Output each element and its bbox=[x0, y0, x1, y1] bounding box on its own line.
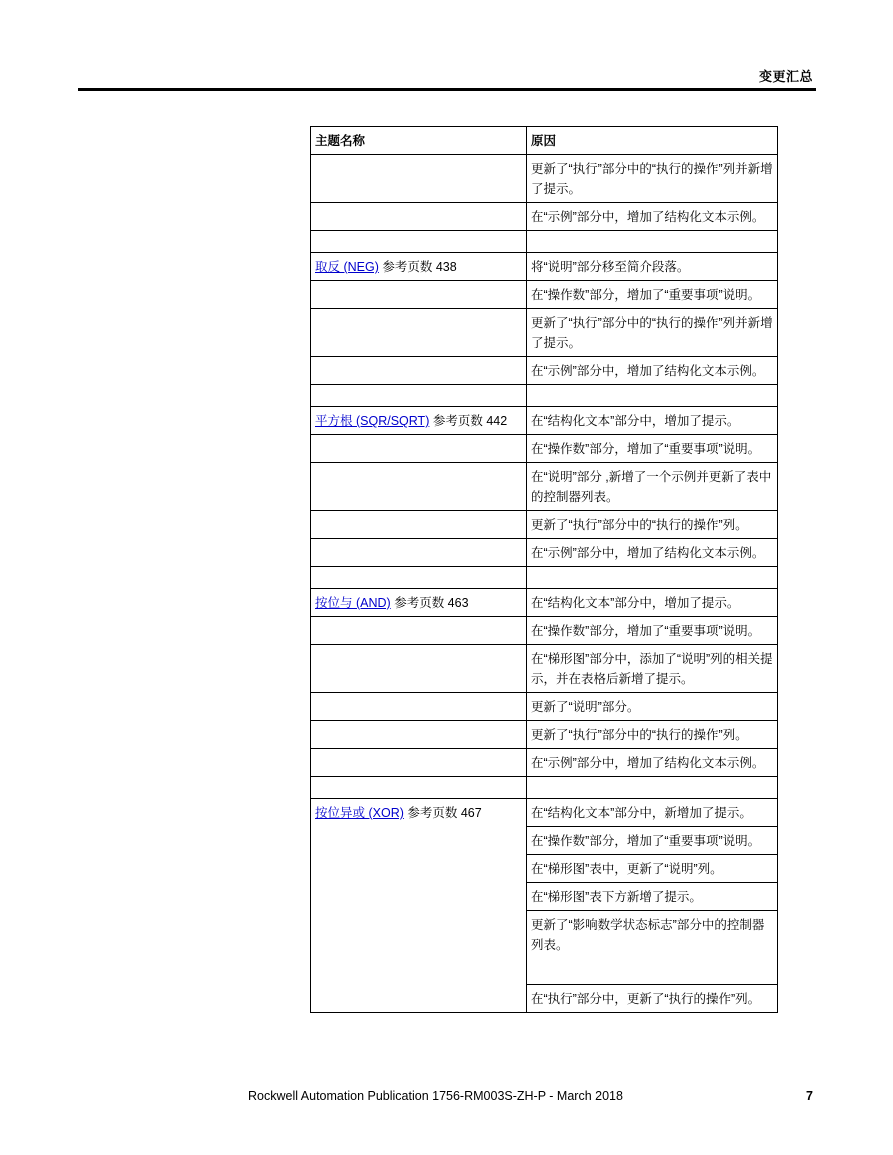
reason-cell: 在“操作数”部分，增加了“重要事项”说明。 bbox=[527, 617, 778, 645]
publication-footer: Rockwell Automation Publication 1756-RM003S-ZH-P - March 2018 bbox=[248, 1089, 623, 1103]
column-header-reason: 原因 bbox=[527, 127, 778, 155]
reason-cell: 更新了“执行”部分中的“执行的操作”列。 bbox=[527, 721, 778, 749]
topic-cell bbox=[311, 281, 527, 309]
table-row bbox=[311, 309, 778, 357]
table-header-row bbox=[311, 127, 778, 155]
table-spacer-cell bbox=[311, 385, 527, 407]
reason-cell: 在“操作数”部分，增加了“重要事项”说明。 bbox=[527, 827, 778, 855]
topic-cell bbox=[311, 693, 527, 721]
column-header-topic: 主题名称 bbox=[311, 127, 527, 155]
reason-cell: 在“示例”部分中，增加了结构化文本示例。 bbox=[527, 357, 778, 385]
topic-link[interactable]: 取反 (NEG) bbox=[315, 260, 379, 274]
table-row bbox=[311, 253, 778, 281]
topic-cell bbox=[311, 155, 527, 203]
topic-page-ref: 参考页数 467 bbox=[407, 806, 482, 820]
reason-cell: 更新了“执行”部分中的“执行的操作”列并新增了提示。 bbox=[527, 155, 778, 203]
table-spacer-cell bbox=[527, 777, 778, 799]
table-row bbox=[311, 407, 778, 435]
topic-cell bbox=[311, 645, 527, 693]
reason-cell: 在“执行”部分中，更新了“执行的操作”列。 bbox=[527, 985, 778, 1013]
table-row bbox=[311, 985, 778, 1013]
table-spacer-row bbox=[311, 777, 778, 799]
topic-cell bbox=[311, 589, 527, 617]
topic-cell bbox=[311, 309, 527, 357]
table-row bbox=[311, 799, 778, 827]
table-row bbox=[311, 721, 778, 749]
topic-cell bbox=[311, 539, 527, 567]
reason-cell: 在“示例”部分中，增加了结构化文本示例。 bbox=[527, 539, 778, 567]
topic-link[interactable]: 平方根 (SQR/SQRT) bbox=[315, 414, 430, 428]
table-row bbox=[311, 435, 778, 463]
table-spacer-cell bbox=[311, 567, 527, 589]
table-spacer-cell bbox=[311, 777, 527, 799]
reason-cell: 在“梯形图”表中，更新了“说明”列。 bbox=[527, 855, 778, 883]
reason-cell: 在“示例”部分中，增加了结构化文本示例。 bbox=[527, 749, 778, 777]
topic-cell bbox=[311, 511, 527, 539]
topic-link[interactable]: 按位与 (AND) bbox=[315, 596, 391, 610]
reason-cell: 在“操作数”部分，增加了“重要事项”说明。 bbox=[527, 435, 778, 463]
table-row bbox=[311, 155, 778, 203]
topic-cell bbox=[311, 463, 527, 511]
reason-cell: 更新了“执行”部分中的“执行的操作”列。 bbox=[527, 511, 778, 539]
reason-cell: 更新了“说明”部分。 bbox=[527, 693, 778, 721]
topic-cell bbox=[311, 357, 527, 385]
topic-cell bbox=[311, 855, 527, 883]
header-rule bbox=[78, 88, 816, 91]
table-row bbox=[311, 539, 778, 567]
table-spacer-cell bbox=[527, 385, 778, 407]
table-row bbox=[311, 463, 778, 511]
topic-cell bbox=[311, 883, 527, 911]
reason-cell: 在“示例”部分中，增加了结构化文本示例。 bbox=[527, 203, 778, 231]
topic-cell bbox=[311, 749, 527, 777]
table-row bbox=[311, 749, 778, 777]
table-row bbox=[311, 911, 778, 985]
topic-cell bbox=[311, 203, 527, 231]
topic-page-ref: 参考页数 438 bbox=[382, 260, 457, 274]
topic-cell bbox=[311, 911, 527, 985]
topic-cell bbox=[311, 827, 527, 855]
table-row bbox=[311, 883, 778, 911]
reason-cell: 在“结构化文本”部分中，新增加了提示。 bbox=[527, 799, 778, 827]
reason-cell: 在“梯形图”表下方新增了提示。 bbox=[527, 883, 778, 911]
section-title: 变更汇总 bbox=[758, 69, 813, 84]
topic-page-ref: 参考页数 442 bbox=[432, 414, 508, 428]
table-row bbox=[311, 617, 778, 645]
reason-cell: 在“结构化文本”部分中，增加了提示。 bbox=[527, 407, 778, 435]
table-row bbox=[311, 357, 778, 385]
topic-cell bbox=[311, 617, 527, 645]
topic-cell bbox=[311, 985, 527, 1013]
table-row bbox=[311, 693, 778, 721]
table-row bbox=[311, 203, 778, 231]
table-row bbox=[311, 281, 778, 309]
table-row bbox=[311, 855, 778, 883]
table-spacer-row bbox=[311, 231, 778, 253]
table-spacer-row bbox=[311, 567, 778, 589]
table-row bbox=[311, 589, 778, 617]
reason-cell: 在“结构化文本”部分中，增加了提示。 bbox=[527, 589, 778, 617]
reason-cell: 在“说明”部分 ,新增了一个示例并更新了表中的控制器列表。 bbox=[527, 463, 778, 511]
reason-cell: 在“操作数”部分，增加了“重要事项”说明。 bbox=[527, 281, 778, 309]
table-spacer-cell bbox=[527, 231, 778, 253]
topic-cell bbox=[311, 799, 527, 827]
topic-cell bbox=[311, 435, 527, 463]
topic-link[interactable]: 按位异或 (XOR) bbox=[315, 806, 404, 820]
table-row bbox=[311, 511, 778, 539]
topic-cell bbox=[311, 253, 527, 281]
table-row bbox=[311, 645, 778, 693]
table-spacer-cell bbox=[311, 231, 527, 253]
topic-page-ref: 参考页数 463 bbox=[394, 596, 469, 610]
topic-cell bbox=[311, 721, 527, 749]
change-summary-table bbox=[310, 126, 778, 1013]
reason-cell: 更新了“执行”部分中的“执行的操作”列并新增了提示。 bbox=[527, 309, 778, 357]
table-row bbox=[311, 827, 778, 855]
table-spacer-cell bbox=[527, 567, 778, 589]
reason-cell: 将“说明”部分移至简介段落。 bbox=[527, 253, 778, 281]
topic-cell bbox=[311, 407, 527, 435]
reason-cell: 更新了“影响数学状态标志”部分中的控制器列表。 bbox=[527, 911, 778, 985]
reason-cell: 在“梯形图”部分中，添加了“说明”列的相关提示，并在表格后新增了提示。 bbox=[527, 645, 778, 693]
table-spacer-row bbox=[311, 385, 778, 407]
page-number: 7 bbox=[806, 1089, 813, 1103]
